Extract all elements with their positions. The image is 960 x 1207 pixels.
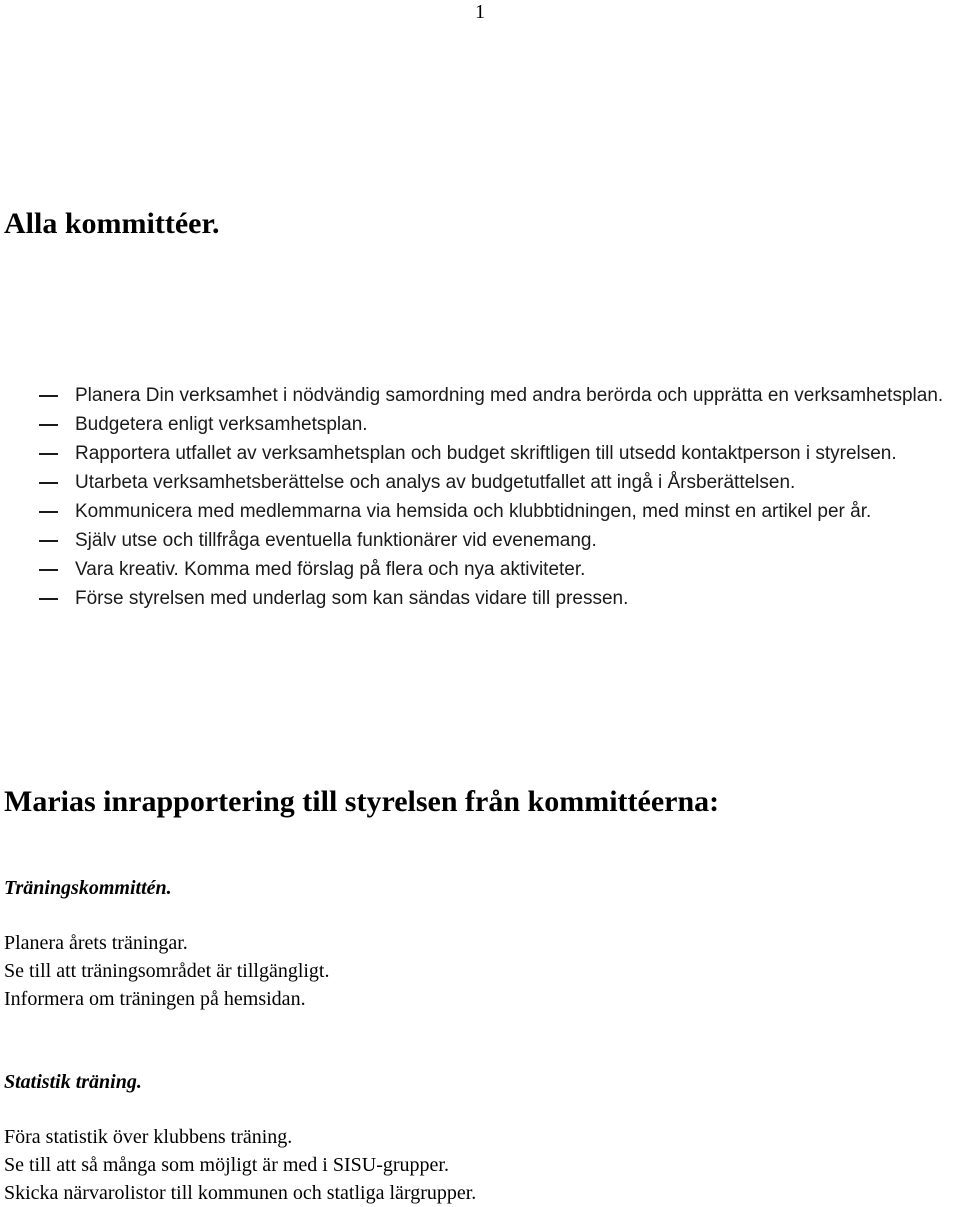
duty-item bbox=[0, 468, 960, 497]
duty-item bbox=[0, 526, 960, 555]
duty-text: Vara kreativ. Komma med förslag på flera och nya aktiviteter. bbox=[75, 559, 586, 580]
dash-bullet-icon bbox=[39, 453, 58, 455]
dash-bullet-icon bbox=[39, 395, 58, 397]
duty-text: Kommunicera med medlemmarna via hemsida och klubbtidningen, med minst en artikel per år. bbox=[75, 501, 872, 522]
duty-text: Själv utse och tillfråga eventuella funktionärer vid evenemang. bbox=[75, 530, 597, 551]
duty-item bbox=[0, 439, 960, 468]
training-statistics-title: Statistik träning. bbox=[4, 1071, 142, 1093]
duty-text: Budgetera enligt verksamhetsplan. bbox=[75, 414, 368, 435]
list-item: Planera årets träningar. bbox=[4, 932, 188, 954]
list-item: Föra statistik över klubbens träning. bbox=[4, 1126, 293, 1148]
dash-bullet-icon bbox=[39, 540, 58, 542]
heading-all-committees: Alla kommittéer. bbox=[4, 207, 220, 240]
dash-bullet-icon bbox=[39, 511, 58, 513]
dash-bullet-icon bbox=[39, 482, 58, 484]
dash-bullet-icon bbox=[39, 424, 58, 426]
duty-text: Planera Din verksamhet i nödvändig samordning med andra berörda och upprätta en verksamhetsplan. bbox=[75, 385, 944, 406]
duty-item bbox=[0, 410, 960, 439]
dash-bullet-icon bbox=[39, 598, 58, 600]
duty-text: Rapportera utfallet av verksamhetsplan och budget skriftligen till utsedd kontaktperson i styrelsen. bbox=[75, 443, 897, 464]
dash-bullet-icon bbox=[39, 569, 58, 571]
duty-item bbox=[0, 555, 960, 584]
duty-text: Utarbeta verksamhetsberättelse och analys av budgetutfallet att ingå i Årsberättelsen. bbox=[75, 472, 796, 493]
list-item: Skicka närvarolistor till kommunen och statliga lärgrupper. bbox=[4, 1182, 477, 1204]
duty-item bbox=[0, 497, 960, 526]
list-item: Se till att så många som möjligt är med i SISU-grupper. bbox=[4, 1154, 449, 1176]
page-number: 1 bbox=[475, 1, 485, 23]
training-committee-list bbox=[4, 929, 330, 1013]
duty-text: Förse styrelsen med underlag som kan sändas vidare till pressen. bbox=[75, 588, 629, 609]
list-item: Informera om träningen på hemsidan. bbox=[4, 988, 306, 1010]
heading-reporting: Marias inrapportering till styrelsen från kommittéerna: bbox=[4, 785, 720, 818]
training-committee-title: Träningskommittén. bbox=[4, 877, 172, 899]
duty-item bbox=[0, 381, 960, 410]
list-item: Se till att träningsområdet är tillgängligt. bbox=[4, 960, 330, 982]
duty-item bbox=[0, 584, 960, 613]
training-statistics-list bbox=[4, 1123, 476, 1207]
duties-list bbox=[0, 381, 960, 613]
